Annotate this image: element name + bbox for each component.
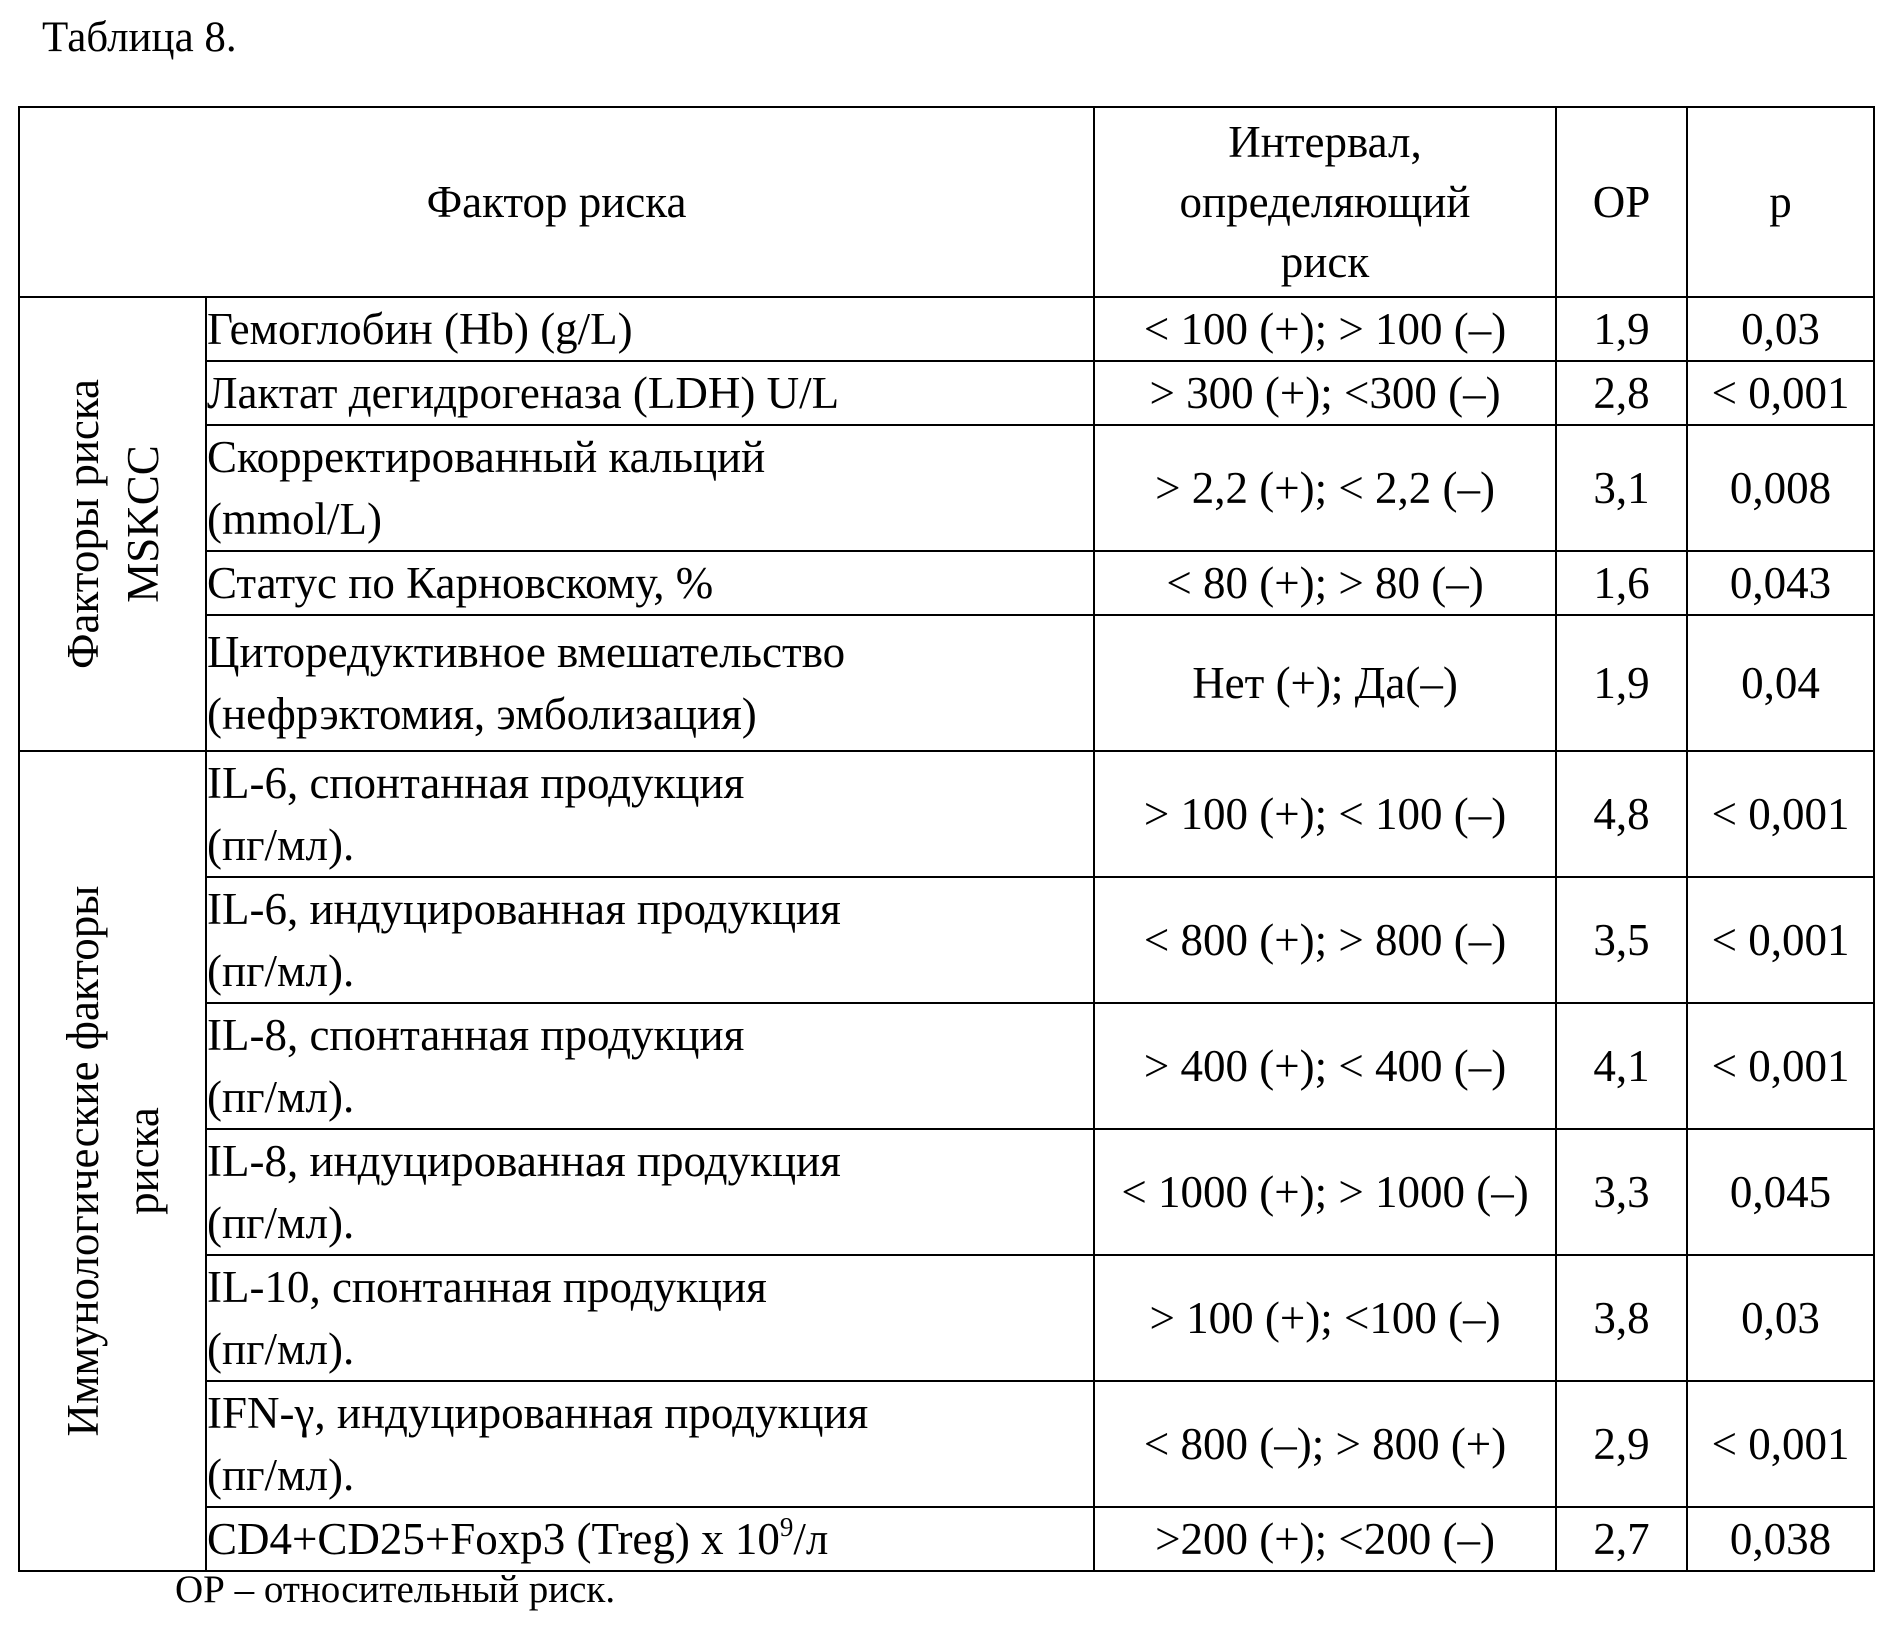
group-label-immunological bbox=[19, 751, 206, 1571]
factor-name-line: (пг/мл). bbox=[207, 1198, 354, 1248]
factor-name-superscript: 9 bbox=[780, 1512, 794, 1542]
factor-name-line: (пг/мл). bbox=[207, 1450, 354, 1500]
or-value: 3,1 bbox=[1556, 425, 1687, 551]
risk-interval: Нет (+); Да(–) bbox=[1094, 615, 1556, 751]
factor-name bbox=[206, 425, 1094, 551]
factor-name-tail: /л bbox=[793, 1514, 828, 1564]
factor-name-line: IFN-γ, индуцированная продукция bbox=[207, 1388, 868, 1438]
factor-name bbox=[206, 1381, 1094, 1507]
factor-name-line: (пг/мл). bbox=[207, 1324, 354, 1374]
factor-name-line: IL-6, индуцированная продукция bbox=[207, 884, 841, 934]
table-row bbox=[19, 1003, 1874, 1129]
group-label-line: Иммунологические факторы bbox=[53, 885, 113, 1436]
p-value: < 0,001 bbox=[1687, 1381, 1874, 1507]
risk-interval: > 400 (+); < 400 (–) bbox=[1094, 1003, 1556, 1129]
factor-name-line: Циторедуктивное вмешательство bbox=[207, 627, 845, 677]
factor-name bbox=[206, 615, 1094, 751]
factor-name-line: IL-10, спонтанная продукция bbox=[207, 1262, 767, 1312]
risk-interval: < 800 (+); > 800 (–) bbox=[1094, 877, 1556, 1003]
risk-interval: > 100 (+); < 100 (–) bbox=[1094, 751, 1556, 877]
p-value: 0,045 bbox=[1687, 1129, 1874, 1255]
risk-factors-table bbox=[18, 106, 1875, 1572]
table-row bbox=[19, 425, 1874, 551]
factor-name bbox=[206, 751, 1094, 877]
group-label-line: MSKCC bbox=[113, 379, 173, 669]
or-value: 4,1 bbox=[1556, 1003, 1687, 1129]
group-label-mskcc bbox=[19, 297, 206, 751]
factor-name bbox=[206, 1255, 1094, 1381]
group-label-line: риска bbox=[113, 885, 173, 1436]
factor-name bbox=[206, 1003, 1094, 1129]
factor-name-line: (нефрэктомия, эмболизация) bbox=[207, 689, 757, 739]
or-value: 3,8 bbox=[1556, 1255, 1687, 1381]
risk-interval: >200 (+); <200 (–) bbox=[1094, 1507, 1556, 1571]
factor-name: Гемоглобин (Hb) (g/L) bbox=[206, 297, 1094, 361]
table-row bbox=[19, 1255, 1874, 1381]
p-value: < 0,001 bbox=[1687, 361, 1874, 425]
p-value: 0,03 bbox=[1687, 1255, 1874, 1381]
table-row bbox=[19, 297, 1874, 361]
table-row bbox=[19, 551, 1874, 615]
p-value: 0,043 bbox=[1687, 551, 1874, 615]
table-caption: Таблица 8. bbox=[42, 12, 237, 64]
factor-name bbox=[206, 1129, 1094, 1255]
header-factor: Фактор риска bbox=[19, 107, 1094, 297]
risk-interval: > 100 (+); <100 (–) bbox=[1094, 1255, 1556, 1381]
risk-interval: < 800 (–); > 800 (+) bbox=[1094, 1381, 1556, 1507]
risk-interval: > 300 (+); <300 (–) bbox=[1094, 361, 1556, 425]
table-row bbox=[19, 1507, 1874, 1571]
p-value: 0,038 bbox=[1687, 1507, 1874, 1571]
factor-name-line: (пг/мл). bbox=[207, 946, 354, 996]
header-p: p bbox=[1687, 107, 1874, 297]
header-or: ОР bbox=[1556, 107, 1687, 297]
or-value: 1,6 bbox=[1556, 551, 1687, 615]
header-interval-line: риск bbox=[1281, 237, 1369, 287]
table-row bbox=[19, 1129, 1874, 1255]
or-value: 1,9 bbox=[1556, 615, 1687, 751]
factor-name-main: CD4+CD25+Foxp3 (Treg) x 10 bbox=[207, 1514, 780, 1564]
p-value: < 0,001 bbox=[1687, 877, 1874, 1003]
factor-name-line: IL-6, спонтанная продукция bbox=[207, 758, 744, 808]
header-interval-line: Интервал, bbox=[1228, 117, 1421, 167]
or-value: 3,5 bbox=[1556, 877, 1687, 1003]
header-interval-line: определяющий bbox=[1180, 177, 1471, 227]
risk-interval: > 2,2 (+); < 2,2 (–) bbox=[1094, 425, 1556, 551]
group-label-line: Факторы риска bbox=[53, 379, 113, 669]
p-value: 0,03 bbox=[1687, 297, 1874, 361]
factor-name-line: IL-8, индуцированная продукция bbox=[207, 1136, 841, 1186]
p-value: < 0,001 bbox=[1687, 1003, 1874, 1129]
risk-interval: < 100 (+); > 100 (–) bbox=[1094, 297, 1556, 361]
risk-interval: < 80 (+); > 80 (–) bbox=[1094, 551, 1556, 615]
or-value: 2,7 bbox=[1556, 1507, 1687, 1571]
p-value: < 0,001 bbox=[1687, 751, 1874, 877]
risk-interval: < 1000 (+); > 1000 (–) bbox=[1094, 1129, 1556, 1255]
factor-name-line: (пг/мл). bbox=[207, 820, 354, 870]
table-row bbox=[19, 877, 1874, 1003]
or-value: 2,9 bbox=[1556, 1381, 1687, 1507]
header-row bbox=[19, 107, 1874, 297]
factor-name: Лактат дегидрогеназа (LDH) U/L bbox=[206, 361, 1094, 425]
header-interval bbox=[1094, 107, 1556, 297]
or-value: 4,8 bbox=[1556, 751, 1687, 877]
factor-name bbox=[206, 877, 1094, 1003]
or-value: 2,8 bbox=[1556, 361, 1687, 425]
p-value: 0,04 bbox=[1687, 615, 1874, 751]
factor-name-line: Скорректированный кальций bbox=[207, 432, 765, 482]
table-row bbox=[19, 361, 1874, 425]
table-row bbox=[19, 615, 1874, 751]
factor-name-line: (mmol/L) bbox=[207, 494, 382, 544]
factor-name bbox=[206, 1507, 1094, 1571]
factor-name-line: (пг/мл). bbox=[207, 1072, 354, 1122]
or-value: 1,9 bbox=[1556, 297, 1687, 361]
table-row bbox=[19, 751, 1874, 877]
or-value: 3,3 bbox=[1556, 1129, 1687, 1255]
table-footnote: ОР – относительный риск. bbox=[175, 1566, 615, 1614]
table-row bbox=[19, 1381, 1874, 1507]
factor-name: Статус по Карновскому, % bbox=[206, 551, 1094, 615]
factor-name-line: IL-8, спонтанная продукция bbox=[207, 1010, 744, 1060]
p-value: 0,008 bbox=[1687, 425, 1874, 551]
